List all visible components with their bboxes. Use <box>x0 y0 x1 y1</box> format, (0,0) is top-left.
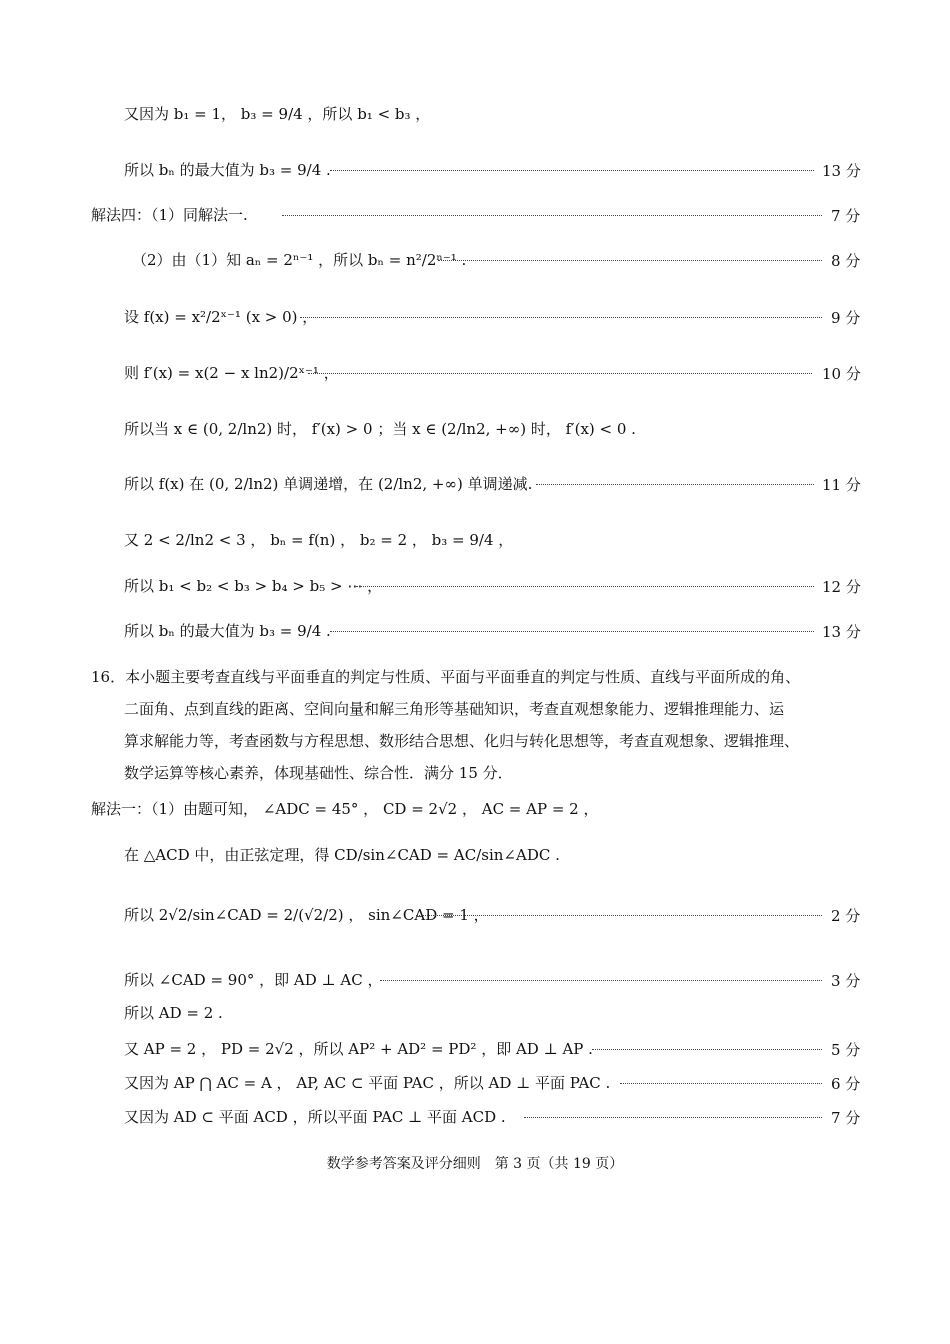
line-angle-cad: 所以 ∠CAD = 90° ，即 AD ⊥ AC ， <box>124 971 383 989</box>
line-ad-perp-plane: 又因为 AP ⋂ AC = A ， AP, AC ⊂ 平面 PAC ，所以 AD ⊥ 平面 PAC . <box>124 1074 611 1092</box>
line-bn-max-1: 所以 bₙ 的最大值为 b₃ = 9/4 . <box>124 161 331 179</box>
line-ad-perp-ap: 又 AP = 2 ， PD = 2√2 ，所以 AP² + AD² = PD² ，即 AD ⊥ AP . <box>124 1040 593 1058</box>
page-footer: 数学参考答案及评分细则 第 3 页（共 19 页） <box>326 1156 624 1172</box>
solution-one-given: 解法一：（1）由题可知， ∠ADC = 45° ， CD = 2√2 ， AC = AP = 2 ， <box>91 800 599 818</box>
problem-16-desc-4: 数学运算等核心素养，体现基础性、综合性．满分 15 分． <box>124 764 513 782</box>
leader-dots <box>524 1117 822 1118</box>
leader-dots <box>330 631 814 632</box>
score-label: 10 分 <box>822 365 861 383</box>
line-sign-of-derivative: 所以当 x ∈ (0, 2/ln2) 时， f′(x) > 0 ；当 x ∈ (2/ln2, +∞) 时， f′(x) < 0 . <box>124 420 636 438</box>
score-label: 12 分 <box>822 578 861 596</box>
solution-four-part1: 解法四：（1）同解法一. <box>91 206 248 224</box>
leader-dots <box>380 980 822 981</box>
line-monotonicity: 所以 f(x) 在 (0, 2/ln2) 单调递增，在 (2/ln2, +∞) 单调递减. <box>124 475 533 493</box>
leader-dots <box>356 586 814 587</box>
score-label: 7 分 <box>831 1109 861 1127</box>
leader-dots <box>592 1049 822 1050</box>
problem-16-desc-1: 16．本小题主要考查直线与平面垂直的判定与性质、平面与平面垂直的判定与性质、直线与平面所成的角、 <box>91 668 801 686</box>
score-label: 13 分 <box>822 623 861 641</box>
score-label: 7 分 <box>831 207 861 225</box>
problem-16-desc-3: 算求解能力等，考查函数与方程思想、数形结合思想、化归与转化思想等，考查直观想象、逻辑推理、 <box>124 732 800 750</box>
leader-dots <box>330 170 814 171</box>
line-an-bn: （2）由（1）知 aₙ = 2ⁿ⁻¹ ，所以 bₙ = n²/2ⁿ⁻¹ . <box>132 251 467 269</box>
line-planes-perp: 又因为 AD ⊂ 平面 ACD ，所以平面 PAC ⊥ 平面 ACD . <box>124 1108 506 1126</box>
score-label: 5 分 <box>831 1041 861 1059</box>
score-label: 6 分 <box>831 1075 861 1093</box>
leader-dots <box>620 1083 822 1084</box>
leader-dots <box>308 373 812 374</box>
score-label: 8 分 <box>831 252 861 270</box>
leader-dots <box>536 484 814 485</box>
score-label: 2 分 <box>831 907 861 925</box>
leader-dots <box>416 915 822 916</box>
line-derivative: 则 f′(x) = x(2 − x ln2)/2ˣ⁻¹ ， <box>124 364 339 382</box>
leader-dots <box>438 260 822 261</box>
line-sine-rule: 在 △ACD 中，由正弦定理，得 CD/sin∠CAD = AC/sin∠ADC . <box>124 846 560 864</box>
leader-dots <box>282 215 822 216</box>
leader-dots <box>300 317 822 318</box>
score-label: 11 分 <box>822 476 861 494</box>
score-label: 13 分 <box>822 162 861 180</box>
line-bn-max-2: 所以 bₙ 的最大值为 b₃ = 9/4 . <box>124 622 331 640</box>
line-sin-cad: 所以 2√2/sin∠CAD = 2/(√2/2) ， sin∠CAD = 1 ， <box>124 906 489 924</box>
score-label: 3 分 <box>831 972 861 990</box>
problem-16-desc-2: 二面角、点到直线的距离、空间向量和解三角形等基础知识，考查直观想象能力、逻辑推理能力、运 <box>124 700 785 718</box>
line-sequence-order: 所以 b₁ < b₂ < b₃ > b₄ > b₅ > ⋯ ， <box>124 577 383 595</box>
line-bounds: 又 2 < 2/ln2 < 3 ， bₙ = f(n) ， b₂ = 2 ， b₃ = 9/4 ， <box>124 531 514 549</box>
line-b1-b3-compare: 又因为 b₁ = 1， b₃ = 9/4 ，所以 b₁ < b₃ ， <box>124 105 431 123</box>
line-define-f: 设 f(x) = x²/2ˣ⁻¹ (x > 0) ， <box>124 308 318 326</box>
score-label: 9 分 <box>831 309 861 327</box>
line-ad-value: 所以 AD = 2 . <box>124 1004 223 1022</box>
